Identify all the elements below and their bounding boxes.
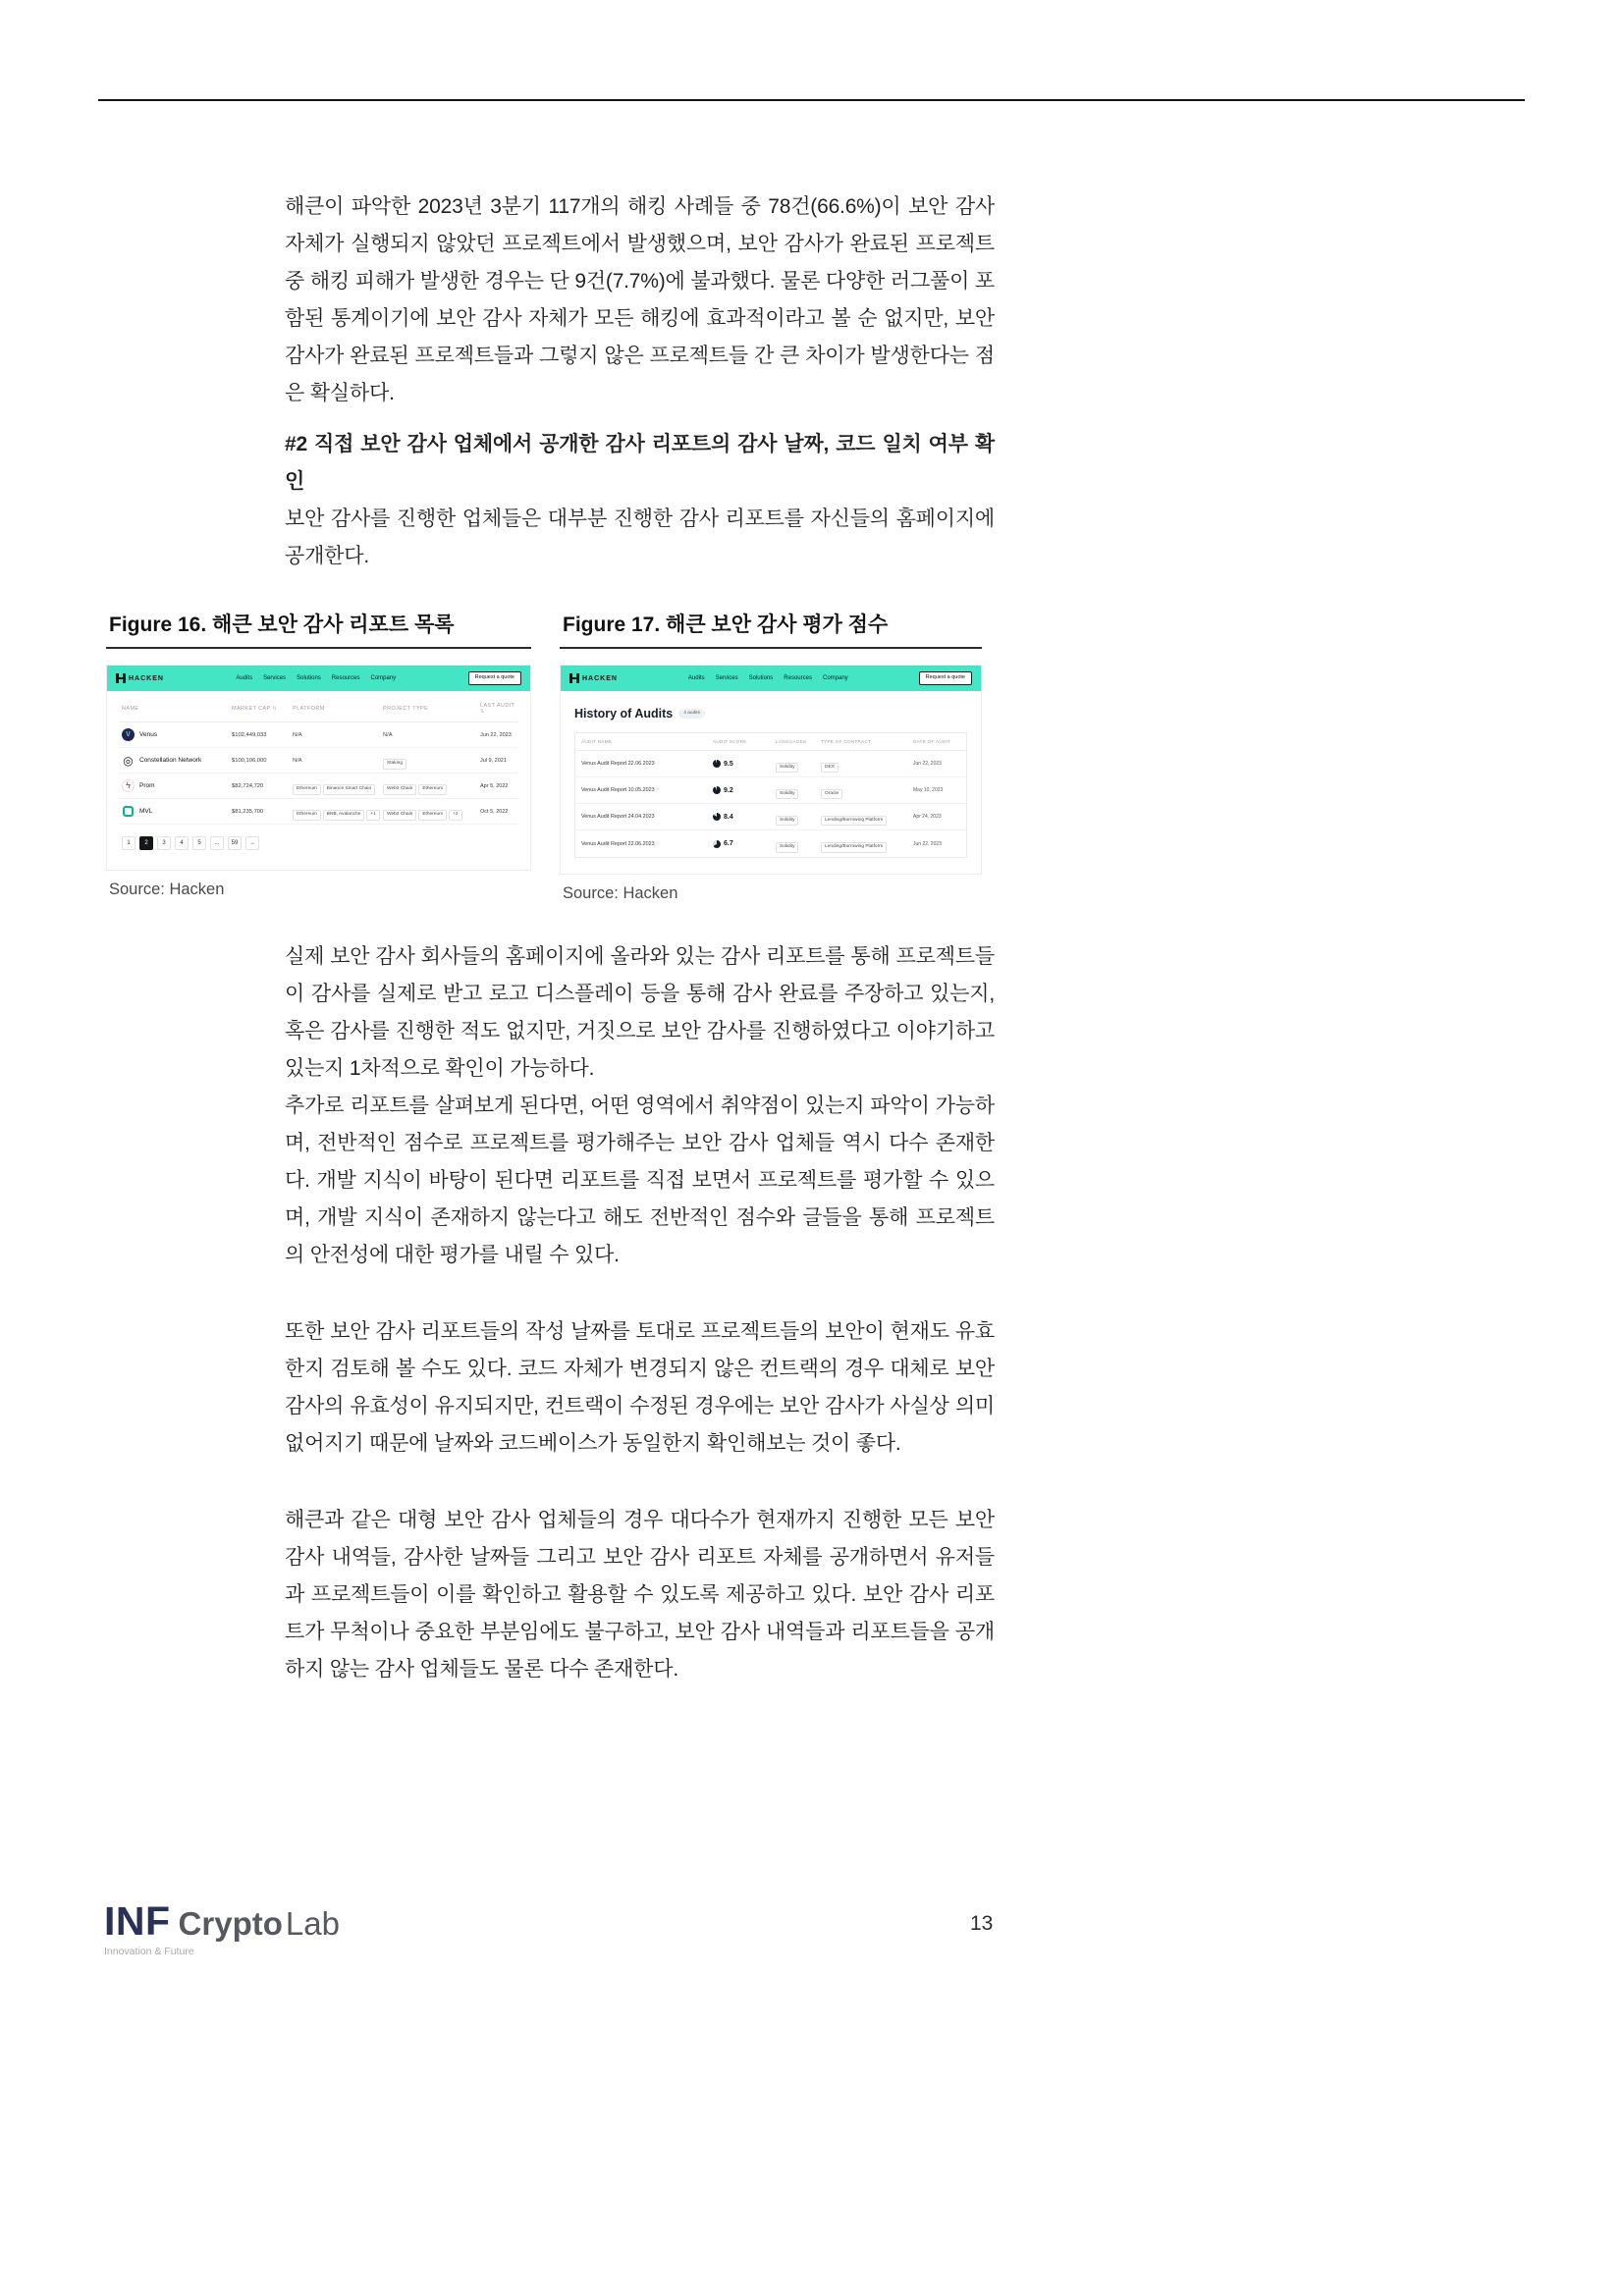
project-name-cell xyxy=(122,806,232,817)
hacken-logo xyxy=(116,673,164,683)
hacken-nav xyxy=(236,675,396,681)
platform-chip: Ethereum xyxy=(293,784,321,795)
column-market-cap-label: MARKET CAP xyxy=(232,706,271,712)
audit-date: Jun 22, 2023 xyxy=(913,840,942,847)
audit-name: Venus Audit Report 24.04.2023 xyxy=(581,814,655,820)
nav-item-resources[interactable]: Resources xyxy=(331,675,360,681)
contract-type-chip: Lending/Borrowing Platform xyxy=(821,816,887,827)
paragraph-audit-dates: 또한 보안 감사 리포트들의 작성 날짜를 토대로 프로젝트들의 보안이 현재도 유효한지 검토해 볼 수도 있다. 코드 자체가 변경되지 않은 컨트랙의 경우 대체로 보안 감사의 유효성이 유지되지만, 컨트랙이 수정된 경우에는 보안 감사가 사실상 의미 없어지기 때문에 날짜와 코드베이스가 동일한지 확인해보는 것이 좋다. xyxy=(285,1320,995,1455)
project-type-chip: +2 xyxy=(449,810,461,821)
figure-16 xyxy=(106,609,531,903)
intro-paragraph: 해큰이 파악한 2023년 3분기 117개의 해킹 사례들 중 78건(66.6%)이 보안 감사 자체가 실행되지 않았던 프로젝트에서 발생했으며, 보안 감사가 완료된 프로젝트 중 해킹 피해가 발생한 경우는 단 9건(7.7%)에 불과했다. 물론 다양한 러그풀이 포함된 통계이기에 보안 감사 자체가 모든 해킹에 효과적이라고 볼 순 없지만, 보안 감사가 완료된 프로젝트들과 그렇지 않은 프로젝트들 간 큰 차이가 발생한다는 점은 확실하다. xyxy=(285,195,995,404)
audit-score: 9.2 xyxy=(724,786,733,794)
logo-crypto-text: Crypto xyxy=(178,1905,283,1942)
paragraph-verification: 실제 보안 감사 회사들의 홈페이지에 올라와 있는 감사 리포트를 통해 프로젝트들이 감사를 실제로 받고 로고 디스플레이 등을 통해 감사 완료를 주장하고 있는지, 혹은 감사를 진행한 적도 없지만, 거짓으로 보안 감사를 진행하였다고 이야기하고 있는지 1차적으로 확인이 가능하다. xyxy=(285,945,995,1080)
project-name: Constellation Network xyxy=(139,757,202,764)
constellation-icon: ◎ xyxy=(123,753,134,768)
last-audit-value: Apr 5, 2022 xyxy=(480,782,509,789)
page-button-3[interactable]: 3 xyxy=(157,836,171,850)
score-gauge-icon xyxy=(713,760,721,768)
nav-item-company[interactable]: Company xyxy=(370,675,397,681)
platform-chip: Binance Smart Chain xyxy=(323,784,375,795)
history-title: History of Audits xyxy=(574,707,674,721)
audit-date: Jun 22, 2023 xyxy=(913,761,942,767)
page-button-5[interactable]: 5 xyxy=(192,836,206,850)
project-type-value xyxy=(383,802,480,821)
audit-score: 6.7 xyxy=(724,840,733,847)
figure-17-caption: Figure 17. 해큰 보안 감사 평가 점수 xyxy=(563,614,889,636)
audit-history-table xyxy=(574,732,967,858)
page-button-2-active[interactable]: 2 xyxy=(139,836,153,850)
project-type-value xyxy=(383,776,480,795)
score-gauge-icon xyxy=(713,813,721,821)
page-button-1[interactable]: 1 xyxy=(122,836,135,850)
project-type-value xyxy=(383,751,480,770)
last-audit-value: Jul 9, 2021 xyxy=(480,757,507,764)
contract-type-chip: Oracle xyxy=(821,789,842,800)
audit-score-cell xyxy=(713,760,776,768)
project-type-chip: Staking xyxy=(383,759,406,770)
project-name-cell xyxy=(122,779,232,792)
project-name-cell xyxy=(122,754,232,767)
hacken-nav xyxy=(688,675,848,681)
figure-17-source: Source: Hacken xyxy=(563,884,678,902)
page-button-59[interactable]: 59 xyxy=(228,836,242,850)
audit-history-row xyxy=(575,751,966,777)
sort-icon[interactable]: ⇅ xyxy=(480,709,485,715)
project-type-value: N/A xyxy=(383,731,393,738)
audit-history-row xyxy=(575,804,966,830)
content-column xyxy=(109,188,995,1688)
sort-icon[interactable]: ⇅ xyxy=(272,706,278,712)
language-cell xyxy=(776,755,821,774)
column-audit-name: AUDIT NAME xyxy=(581,739,613,744)
nav-item-audits[interactable]: Audits xyxy=(687,675,705,681)
audit-name: Venus Audit Report 10.05.2023 xyxy=(581,787,655,793)
nav-item-services[interactable]: Services xyxy=(715,675,738,681)
column-audit-score: AUDIT SCORE xyxy=(713,739,747,744)
audit-score: 8.4 xyxy=(724,813,733,821)
project-type-chip: Web3 Chain xyxy=(383,810,416,821)
paragraph-report-review: 추가로 리포트를 살펴보게 된다면, 어떤 영역에서 취약점이 있는지 파악이 가능하며, 전반적인 점수로 프로젝트를 평가해주는 보안 감사 업체들 역시 다수 존재한다. 개발 지식이 바탕이 된다면 리포트를 직접 보면서 프로젝트를 평가할 수 있으며, 개발 지식이 존재하지 않는다고 해도 전반적인 점수와 글들을 통해 프로젝트의 안전성에 대한 평가를 내릴 수 있다. xyxy=(285,1095,995,1266)
platform-value xyxy=(293,802,383,821)
figure-17-caption-rule xyxy=(560,647,982,649)
audit-score-cell xyxy=(713,786,776,794)
nav-item-company[interactable]: Company xyxy=(822,675,848,681)
hacken-logo-icon xyxy=(569,673,579,683)
contract-type-chip: DEX xyxy=(821,763,839,774)
figure-16-caption: Figure 16. 해큰 보안 감사 리포트 목록 xyxy=(109,614,455,636)
audit-list-row-constellation xyxy=(119,748,518,774)
venus-icon: V xyxy=(122,728,135,741)
last-audit-value: Jun 22, 2023 xyxy=(480,731,512,738)
language-cell xyxy=(776,834,821,853)
audit-list-table-header xyxy=(119,703,518,722)
audit-score: 9.5 xyxy=(724,760,733,768)
audit-count-badge: 4 audits xyxy=(678,709,705,719)
inf-cryptolab-logo xyxy=(104,1898,340,1957)
audit-name: Venus Audit Report 22.06.2023 xyxy=(581,761,655,767)
column-market-cap[interactable] xyxy=(232,706,293,712)
contract-type-chip: Lending/Borrowing Platform xyxy=(821,842,887,853)
column-project-type: PROJECT TYPE xyxy=(383,706,429,712)
audit-score-cell xyxy=(713,840,776,848)
nav-item-services[interactable]: Services xyxy=(263,675,287,681)
language-chip: Solidity xyxy=(776,842,798,853)
hacken-logo-text: HACKEN xyxy=(129,674,164,682)
market-cap-value: $81,235,700 xyxy=(232,808,264,815)
audit-name: Venus Audit Report 22.06.2023 xyxy=(581,840,655,847)
hacken-site-header xyxy=(107,666,530,691)
mvl-icon xyxy=(123,806,134,817)
language-chip: Solidity xyxy=(776,816,798,827)
platform-chip: +1 xyxy=(366,810,379,821)
audit-history-row xyxy=(575,830,966,857)
platform-value: N/A xyxy=(293,757,302,764)
figure-17 xyxy=(560,609,982,903)
audit-history-row xyxy=(575,777,966,804)
market-cap-value: $82,724,720 xyxy=(232,782,264,789)
language-chip: Solidity xyxy=(776,789,798,800)
market-cap-value: $102,449,033 xyxy=(232,731,267,738)
hacken-logo-icon xyxy=(116,673,126,683)
column-name: NAME xyxy=(122,706,139,712)
contract-type-cell xyxy=(821,781,913,800)
project-name-cell xyxy=(122,728,232,741)
column-type-of-contract: TYPE OF CONTRACT xyxy=(821,739,872,744)
contract-type-cell xyxy=(821,755,913,774)
paragraph-large-auditors: 해큰과 같은 대형 보안 감사 업체들의 경우 대다수가 현재까지 진행한 모든 보안 감사 내역들, 감사한 날짜들 그리고 보안 감사 리포트 자체를 공개하면서 유저들과 프로젝트들이 이를 확인하고 활용할 수 있도록 제공하고 있다. 보안 감사 리포트가 무척이나 중요한 부분임에도 불구하고, 보안 감사 내역들과 리포트들을 공개하지 않는 감사 업체들도 물론 다수 존재한다. xyxy=(285,1509,995,1681)
column-last-audit[interactable] xyxy=(480,703,519,715)
hacken-logo xyxy=(569,673,618,683)
figure-16-screenshot xyxy=(106,665,531,871)
prom-icon: ϟ xyxy=(122,779,135,792)
hacken-logo-text: HACKEN xyxy=(582,674,618,682)
platform-chip: BNB, Avalanche xyxy=(323,810,365,821)
history-of-audits-section xyxy=(561,691,981,874)
figure-16-source: Source: Hacken xyxy=(109,881,225,898)
audit-list-table xyxy=(107,691,530,825)
section-intro: 보안 감사를 진행한 업체들은 대부분 진행한 감사 리포트를 자신들의 홈페이지에 공개한다. xyxy=(285,507,995,567)
market-cap-value: $100,106,000 xyxy=(232,757,267,764)
score-gauge-icon xyxy=(713,840,721,848)
history-header xyxy=(574,707,967,721)
nav-item-audits[interactable]: Audits xyxy=(236,675,253,681)
pagination xyxy=(107,825,530,864)
audit-history-table-header xyxy=(575,733,966,751)
figure-17-screenshot xyxy=(560,665,982,875)
request-quote-button[interactable]: Request a quote xyxy=(919,671,972,685)
hacken-site-header xyxy=(561,666,981,691)
logo-lab-text: Lab xyxy=(285,1905,340,1942)
column-date-of-audit: DATE OF AUDIT xyxy=(913,739,951,744)
section-heading: #2 직접 보안 감사 업체에서 공개한 감사 리포트의 감사 날짜, 코드 일치 여부 확인 xyxy=(285,433,995,493)
audit-list-row-mvl xyxy=(119,799,518,825)
project-name: Prom xyxy=(139,782,155,789)
body-paragraphs xyxy=(285,938,995,1688)
project-type-chip: Ethereum xyxy=(418,784,447,795)
logo-line xyxy=(104,1898,340,1945)
figure-16-caption-rule xyxy=(106,647,531,649)
language-cell xyxy=(776,781,821,800)
language-cell xyxy=(776,808,821,827)
page-top-rule xyxy=(98,99,1525,101)
logo-inf-text: INF xyxy=(104,1898,171,1944)
language-chip: Solidity xyxy=(776,763,798,774)
audit-date: Apr 24, 2023 xyxy=(913,814,942,820)
contract-type-cell xyxy=(821,834,913,853)
nav-item-solutions[interactable]: Solutions xyxy=(297,675,321,681)
logo-tagline: Innovation & Future xyxy=(104,1946,194,1957)
column-platform: PLATFORM xyxy=(293,706,325,712)
section-block xyxy=(285,426,995,575)
audit-date: May 10, 2023 xyxy=(913,787,944,793)
project-type-chip: Ethereum xyxy=(418,810,447,821)
platform-value xyxy=(293,776,383,795)
last-audit-value: Oct 5, 2022 xyxy=(480,808,509,815)
score-gauge-icon xyxy=(713,786,721,794)
column-languages: LANGUAGES xyxy=(776,739,807,744)
audit-list-row-venus xyxy=(119,722,518,748)
figures-row xyxy=(106,609,995,903)
platform-chip: Ethereum xyxy=(293,810,321,821)
audit-score-cell xyxy=(713,813,776,821)
request-quote-button[interactable]: Request a quote xyxy=(468,671,521,685)
page-button-4[interactable]: 4 xyxy=(175,836,189,850)
page-ellipsis: ... xyxy=(210,836,224,850)
page-number: 13 xyxy=(970,1912,994,1935)
nav-item-resources[interactable]: Resources xyxy=(784,675,812,681)
contract-type-cell xyxy=(821,808,913,827)
platform-value: N/A xyxy=(293,731,302,738)
project-name: Venus xyxy=(139,731,158,738)
column-last-audit-label: LAST AUDIT xyxy=(480,703,515,709)
project-type-chip: Web3 Chain xyxy=(383,784,416,795)
nav-item-solutions[interactable]: Solutions xyxy=(748,675,774,681)
audit-list-row-prom xyxy=(119,774,518,799)
next-page-button[interactable]: → xyxy=(245,836,259,850)
project-name: MVL xyxy=(139,808,153,815)
